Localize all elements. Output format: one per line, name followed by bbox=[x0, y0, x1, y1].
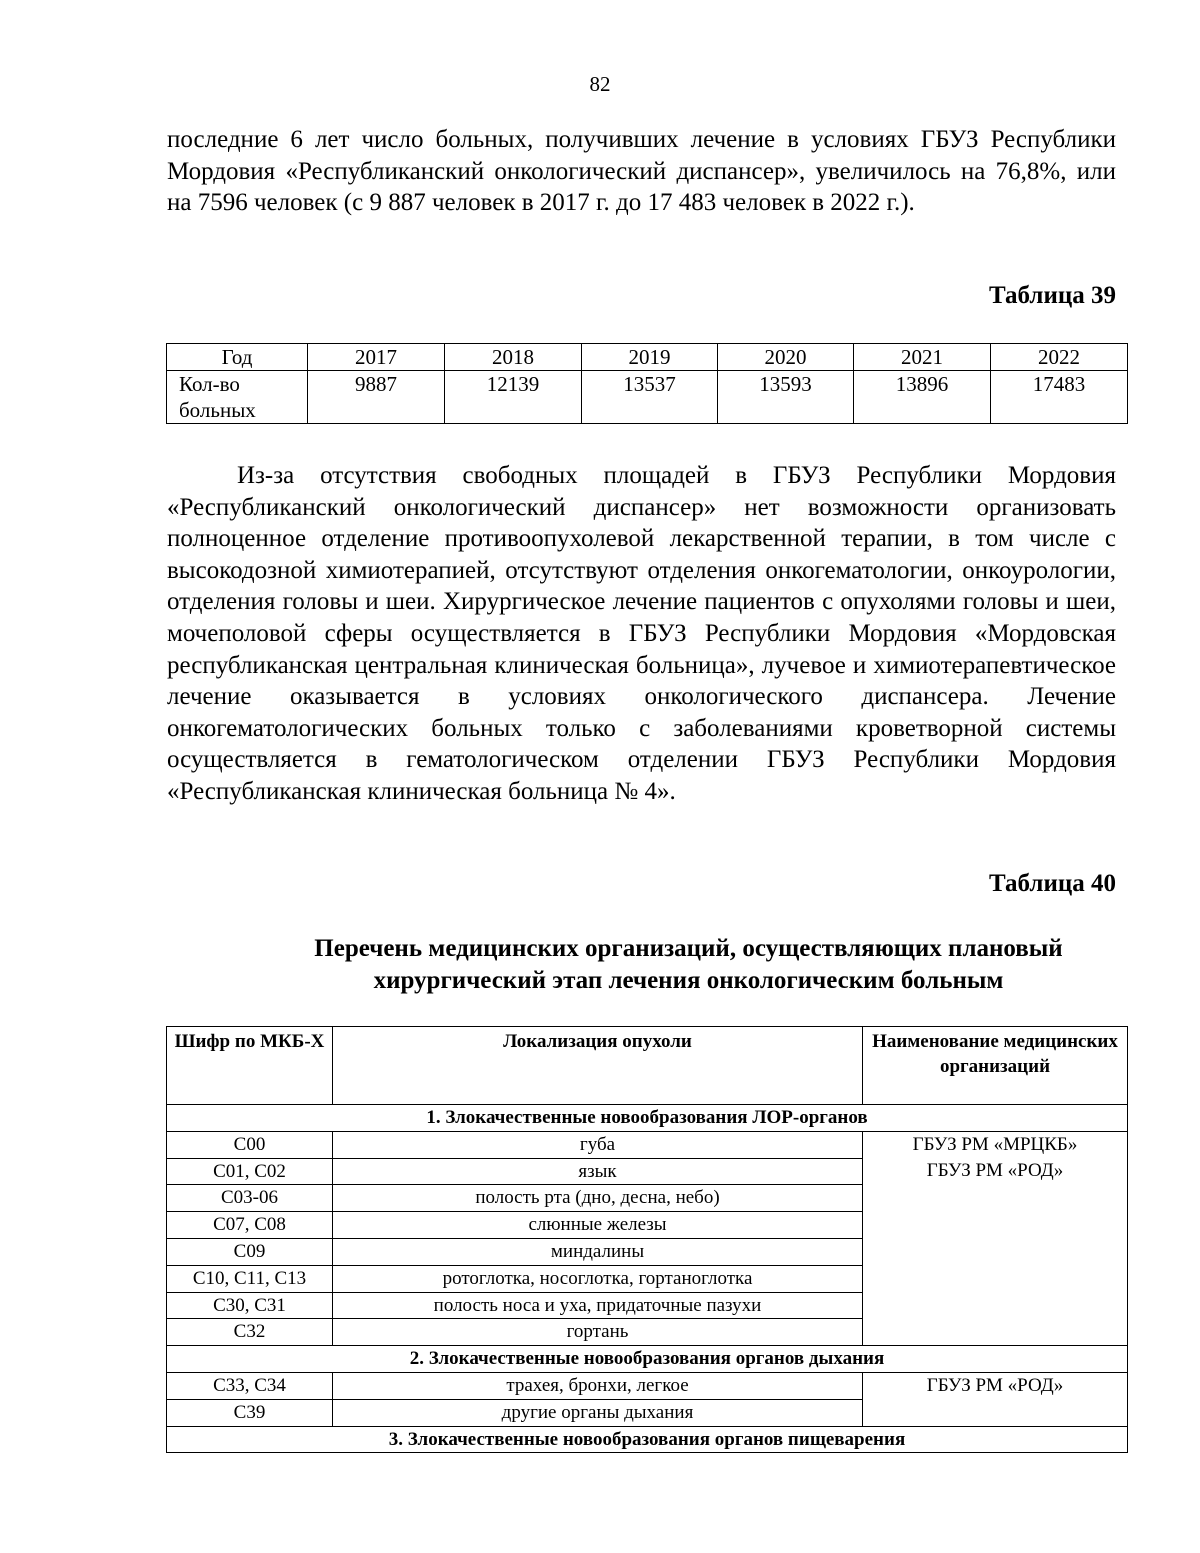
organization-name: ГБУЗ РМ «МРЦКБ» bbox=[912, 1133, 1078, 1155]
page-number: 82 bbox=[589, 72, 611, 96]
table-40 bbox=[166, 1026, 1128, 1453]
code-cell: С39 bbox=[167, 1399, 333, 1426]
code-cell: С07, С08 bbox=[167, 1212, 333, 1239]
paragraph-1: последние 6 лет число больных, получивших лечение в условиях ГБУЗ Республики Мордовия «Республиканский онкологический диспансер», увеличилось на 76,8%, или на 7596 человек (с 9 887 человек в 2017 г. до 17 483 человек в 2022 г.). bbox=[167, 126, 1116, 217]
table-39-data-row bbox=[167, 371, 1128, 424]
table-40-title-line: хирургический этап лечения онкологическим больным bbox=[373, 967, 1004, 994]
table-40-label: Таблица 40 bbox=[988, 870, 1116, 897]
table-39-header-cell: 2020 bbox=[718, 344, 854, 371]
table-39-header-cell: 2021 bbox=[854, 344, 991, 371]
header-organization: Наименование медицинских организаций bbox=[863, 1027, 1128, 1105]
table-39-row-label: Кол-во больных bbox=[167, 371, 308, 424]
table-40-header-row bbox=[167, 1027, 1128, 1105]
header-code: Шифр по МКБ-Х bbox=[167, 1027, 333, 1105]
code-cell: С01, С02 bbox=[167, 1158, 333, 1185]
table-40-title bbox=[167, 933, 1200, 997]
code-cell: С32 bbox=[167, 1319, 333, 1346]
section-2-organization: ГБУЗ РМ «РОД» bbox=[863, 1372, 1128, 1426]
code-cell: С00 bbox=[167, 1131, 333, 1158]
section-2-title: 2. Злокачественные новообразования органов дыхания bbox=[167, 1346, 1128, 1373]
code-cell: С10, С11, С13 bbox=[167, 1265, 333, 1292]
section-3-title: 3. Злокачественные новообразования органов пищеварения bbox=[167, 1426, 1128, 1453]
localization-cell: гортань bbox=[333, 1319, 863, 1346]
table-39-cell: 9887 bbox=[308, 371, 445, 424]
table-40-title-line: Перечень медицинских организаций, осуществляющих плановый bbox=[314, 935, 1063, 962]
localization-cell: другие органы дыхания bbox=[333, 1399, 863, 1426]
table-39-header-cell: 2019 bbox=[582, 344, 718, 371]
table-39 bbox=[166, 343, 1128, 424]
table-row bbox=[167, 1131, 1128, 1158]
localization-cell: язык bbox=[333, 1158, 863, 1185]
table-39-label: Таблица 39 bbox=[988, 282, 1116, 309]
organization-name: ГБУЗ РМ «РОД» bbox=[926, 1159, 1064, 1181]
code-cell: С09 bbox=[167, 1238, 333, 1265]
table-39-header-cell: 2017 bbox=[308, 344, 445, 371]
code-cell: С30, С31 bbox=[167, 1292, 333, 1319]
table-39-header-cell: 2022 bbox=[991, 344, 1128, 371]
table-39-header-row bbox=[167, 344, 1128, 371]
localization-cell: полость носа и уха, придаточные пазухи bbox=[333, 1292, 863, 1319]
localization-cell: ротоглотка, носоглотка, гортаноглотка bbox=[333, 1265, 863, 1292]
localization-cell: губа bbox=[333, 1131, 863, 1158]
table-39-cell: 13537 bbox=[582, 371, 718, 424]
table-39-cell: 13593 bbox=[718, 371, 854, 424]
table-39-cell: 13896 bbox=[854, 371, 991, 424]
table-row bbox=[167, 1372, 1128, 1399]
section-1-organizations bbox=[863, 1131, 1128, 1345]
table-39-header-cell: Год bbox=[167, 344, 308, 371]
section-row bbox=[167, 1346, 1128, 1373]
localization-cell: миндалины bbox=[333, 1238, 863, 1265]
table-39-header-cell: 2018 bbox=[445, 344, 582, 371]
table-39-cell: 17483 bbox=[991, 371, 1128, 424]
table-39-cell: 12139 bbox=[445, 371, 582, 424]
localization-cell: слюнные железы bbox=[333, 1212, 863, 1239]
localization-cell: полость рта (дно, десна, небо) bbox=[333, 1185, 863, 1212]
section-1-title: 1. Злокачественные новообразования ЛОР-органов bbox=[167, 1105, 1128, 1132]
code-cell: С03-06 bbox=[167, 1185, 333, 1212]
header-localization: Локализация опухоли bbox=[333, 1027, 863, 1105]
section-row bbox=[167, 1426, 1128, 1453]
localization-cell: трахея, бронхи, легкое bbox=[333, 1372, 863, 1399]
paragraph-2: Из-за отсутствия свободных площадей в ГБУЗ Республики Мордовия «Республиканский онкологический диспансер» нет возможности организовать полноценное отделение противоопухолевой лекарственной терапии, в том числе с высокодозной химиотерапией, отсутствуют отделения онкогематологии, онкоурологии, отделения головы и шеи. Хирургическое лечение пациентов с опухолями головы и шеи, мочеполовой сферы осуществляется в ГБУЗ Республики Мордовия «Мордовская республиканская центральная клиническая больница», лучевое и химиотерапевтическое лечение оказывается в условиях онкологического диспансера. Лечение онкогематологических больных только с заболеваниями кроветворной системы осуществляется в гематологическом отделении ГБУЗ Республики Мордовия «Республиканская клиническая больница № 4». bbox=[167, 462, 1116, 805]
section-row bbox=[167, 1105, 1128, 1132]
code-cell: С33, С34 bbox=[167, 1372, 333, 1399]
